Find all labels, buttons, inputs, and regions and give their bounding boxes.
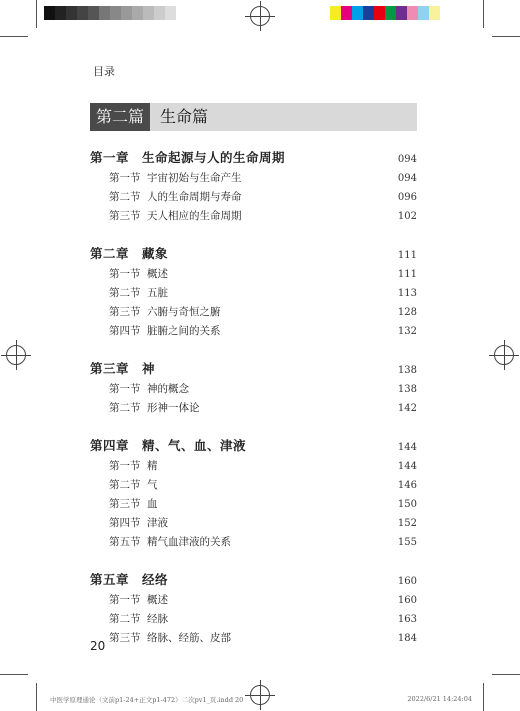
section-number: 第四节 [109, 325, 141, 337]
section-number: 第一节 [109, 594, 141, 606]
grayscale-bar [44, 6, 176, 20]
chapter-title: 第三章 神 [90, 361, 156, 376]
section-entry[interactable] [90, 630, 417, 649]
chapter-entry[interactable] [90, 436, 417, 458]
section-title: 六腑与奇恒之腑 [147, 306, 221, 318]
table-of-contents [90, 148, 417, 649]
crop-mark [36, 0, 37, 28]
toc-chapter [90, 244, 417, 342]
crop-mark [0, 674, 28, 675]
chapter-page-number: 144 [397, 442, 417, 453]
section-page-number: 144 [397, 461, 417, 472]
section-number: 第二节 [109, 613, 141, 625]
section-page-number: 146 [397, 480, 417, 491]
section-number: 第一节 [109, 172, 141, 184]
crop-mark [0, 36, 28, 37]
section-page-number: 111 [397, 269, 417, 280]
toc-chapter [90, 436, 417, 553]
section-entry[interactable] [90, 323, 417, 342]
toc-chapter [90, 359, 417, 419]
section-entry[interactable] [90, 534, 417, 553]
crop-mark [492, 674, 520, 675]
section-title: 脏腑之间的关系 [147, 325, 221, 337]
section-title: 血 [147, 498, 158, 510]
section-entry[interactable] [90, 611, 417, 630]
crop-mark [36, 683, 37, 711]
section-page-number: 184 [397, 633, 417, 644]
section-entry[interactable] [90, 515, 417, 534]
section-number: 第一节 [109, 383, 141, 395]
section-page-number: 152 [397, 518, 417, 529]
print-slug-file: 中医学原理通论（文前p1-24+正文p1-472）二次pv1_页.indd 20 [50, 696, 244, 704]
section-title: 五脏 [147, 287, 168, 299]
chapter-entry[interactable] [90, 359, 417, 381]
chapter-spacer [90, 419, 417, 436]
section-title: 宇宙初始与生命产生 [147, 172, 242, 184]
section-title: 气 [147, 479, 158, 491]
part-tag: 第二篇 [90, 103, 150, 131]
section-number: 第二节 [109, 191, 141, 203]
crop-mark [483, 683, 484, 711]
registration-mark [6, 345, 26, 365]
section-entry[interactable] [90, 477, 417, 496]
section-entry[interactable] [90, 170, 417, 189]
crop-mark [492, 36, 520, 37]
section-title: 概述 [147, 268, 168, 280]
chapter-page-number: 138 [397, 365, 417, 376]
section-number: 第五节 [109, 536, 141, 548]
section-number: 第三节 [109, 210, 141, 222]
section-number: 第三节 [109, 498, 141, 510]
registration-mark [494, 345, 514, 365]
part-title: 生命篇 [160, 107, 209, 126]
section-number: 第三节 [109, 306, 141, 318]
section-page-number: 113 [397, 288, 417, 299]
chapter-title: 第五章 经络 [90, 572, 169, 587]
section-title: 精 [147, 460, 158, 472]
page-number: 20 [90, 639, 106, 653]
chapter-entry[interactable] [90, 570, 417, 592]
section-entry[interactable] [90, 381, 417, 400]
toc-chapter [90, 570, 417, 649]
section-page-number: 160 [397, 595, 417, 606]
chapter-page-number: 094 [397, 154, 417, 165]
color-bar [330, 6, 462, 20]
section-entry[interactable] [90, 208, 417, 227]
section-title: 天人相应的生命周期 [147, 210, 242, 222]
chapter-spacer [90, 553, 417, 570]
section-title: 津液 [147, 517, 168, 529]
section-number: 第三节 [109, 632, 141, 644]
chapter-spacer [90, 342, 417, 359]
section-entry[interactable] [90, 458, 417, 477]
registration-mark [250, 685, 270, 705]
section-number: 第二节 [109, 287, 141, 299]
section-entry[interactable] [90, 496, 417, 515]
section-entry[interactable] [90, 285, 417, 304]
section-entry[interactable] [90, 189, 417, 208]
section-page-number: 155 [397, 537, 417, 548]
running-header: 目录 [93, 65, 115, 78]
chapter-entry[interactable] [90, 244, 417, 266]
chapter-title: 第二章 藏象 [90, 246, 169, 261]
section-page-number: 102 [397, 211, 417, 222]
section-entry[interactable] [90, 592, 417, 611]
section-number: 第一节 [109, 268, 141, 280]
chapter-page-number: 160 [397, 576, 417, 587]
section-page-number: 150 [397, 499, 417, 510]
section-title: 精气血津液的关系 [147, 536, 231, 548]
section-number: 第一节 [109, 460, 141, 472]
chapter-title: 第一章 生命起源与人的生命周期 [90, 150, 286, 165]
section-title: 神的概念 [147, 383, 189, 395]
section-title: 形神一体论 [147, 402, 200, 414]
toc-chapter [90, 148, 417, 227]
section-title: 人的生命周期与寿命 [147, 191, 242, 203]
chapter-page-number: 111 [397, 250, 417, 261]
section-entry[interactable] [90, 304, 417, 323]
section-entry[interactable] [90, 266, 417, 285]
section-title: 概述 [147, 594, 168, 606]
section-page-number: 094 [397, 173, 417, 184]
registration-mark [250, 6, 270, 26]
section-page-number: 128 [397, 307, 417, 318]
section-entry[interactable] [90, 400, 417, 419]
chapter-spacer [90, 227, 417, 244]
section-page-number: 163 [397, 614, 417, 625]
section-page-number: 142 [397, 403, 417, 414]
section-number: 第四节 [109, 517, 141, 529]
chapter-title: 第四章 精、气、血、津液 [90, 438, 247, 453]
section-title: 经脉 [147, 613, 168, 625]
section-page-number: 132 [397, 326, 417, 337]
print-slug-timestamp: 2022/6/21 14:24:04 [407, 695, 472, 703]
chapter-entry[interactable] [90, 148, 417, 170]
section-page-number: 138 [397, 384, 417, 395]
crop-mark [483, 0, 484, 28]
section-number: 第二节 [109, 402, 141, 414]
section-page-number: 096 [397, 192, 417, 203]
section-title: 络脉、经筋、皮部 [147, 632, 231, 644]
section-number: 第二节 [109, 479, 141, 491]
